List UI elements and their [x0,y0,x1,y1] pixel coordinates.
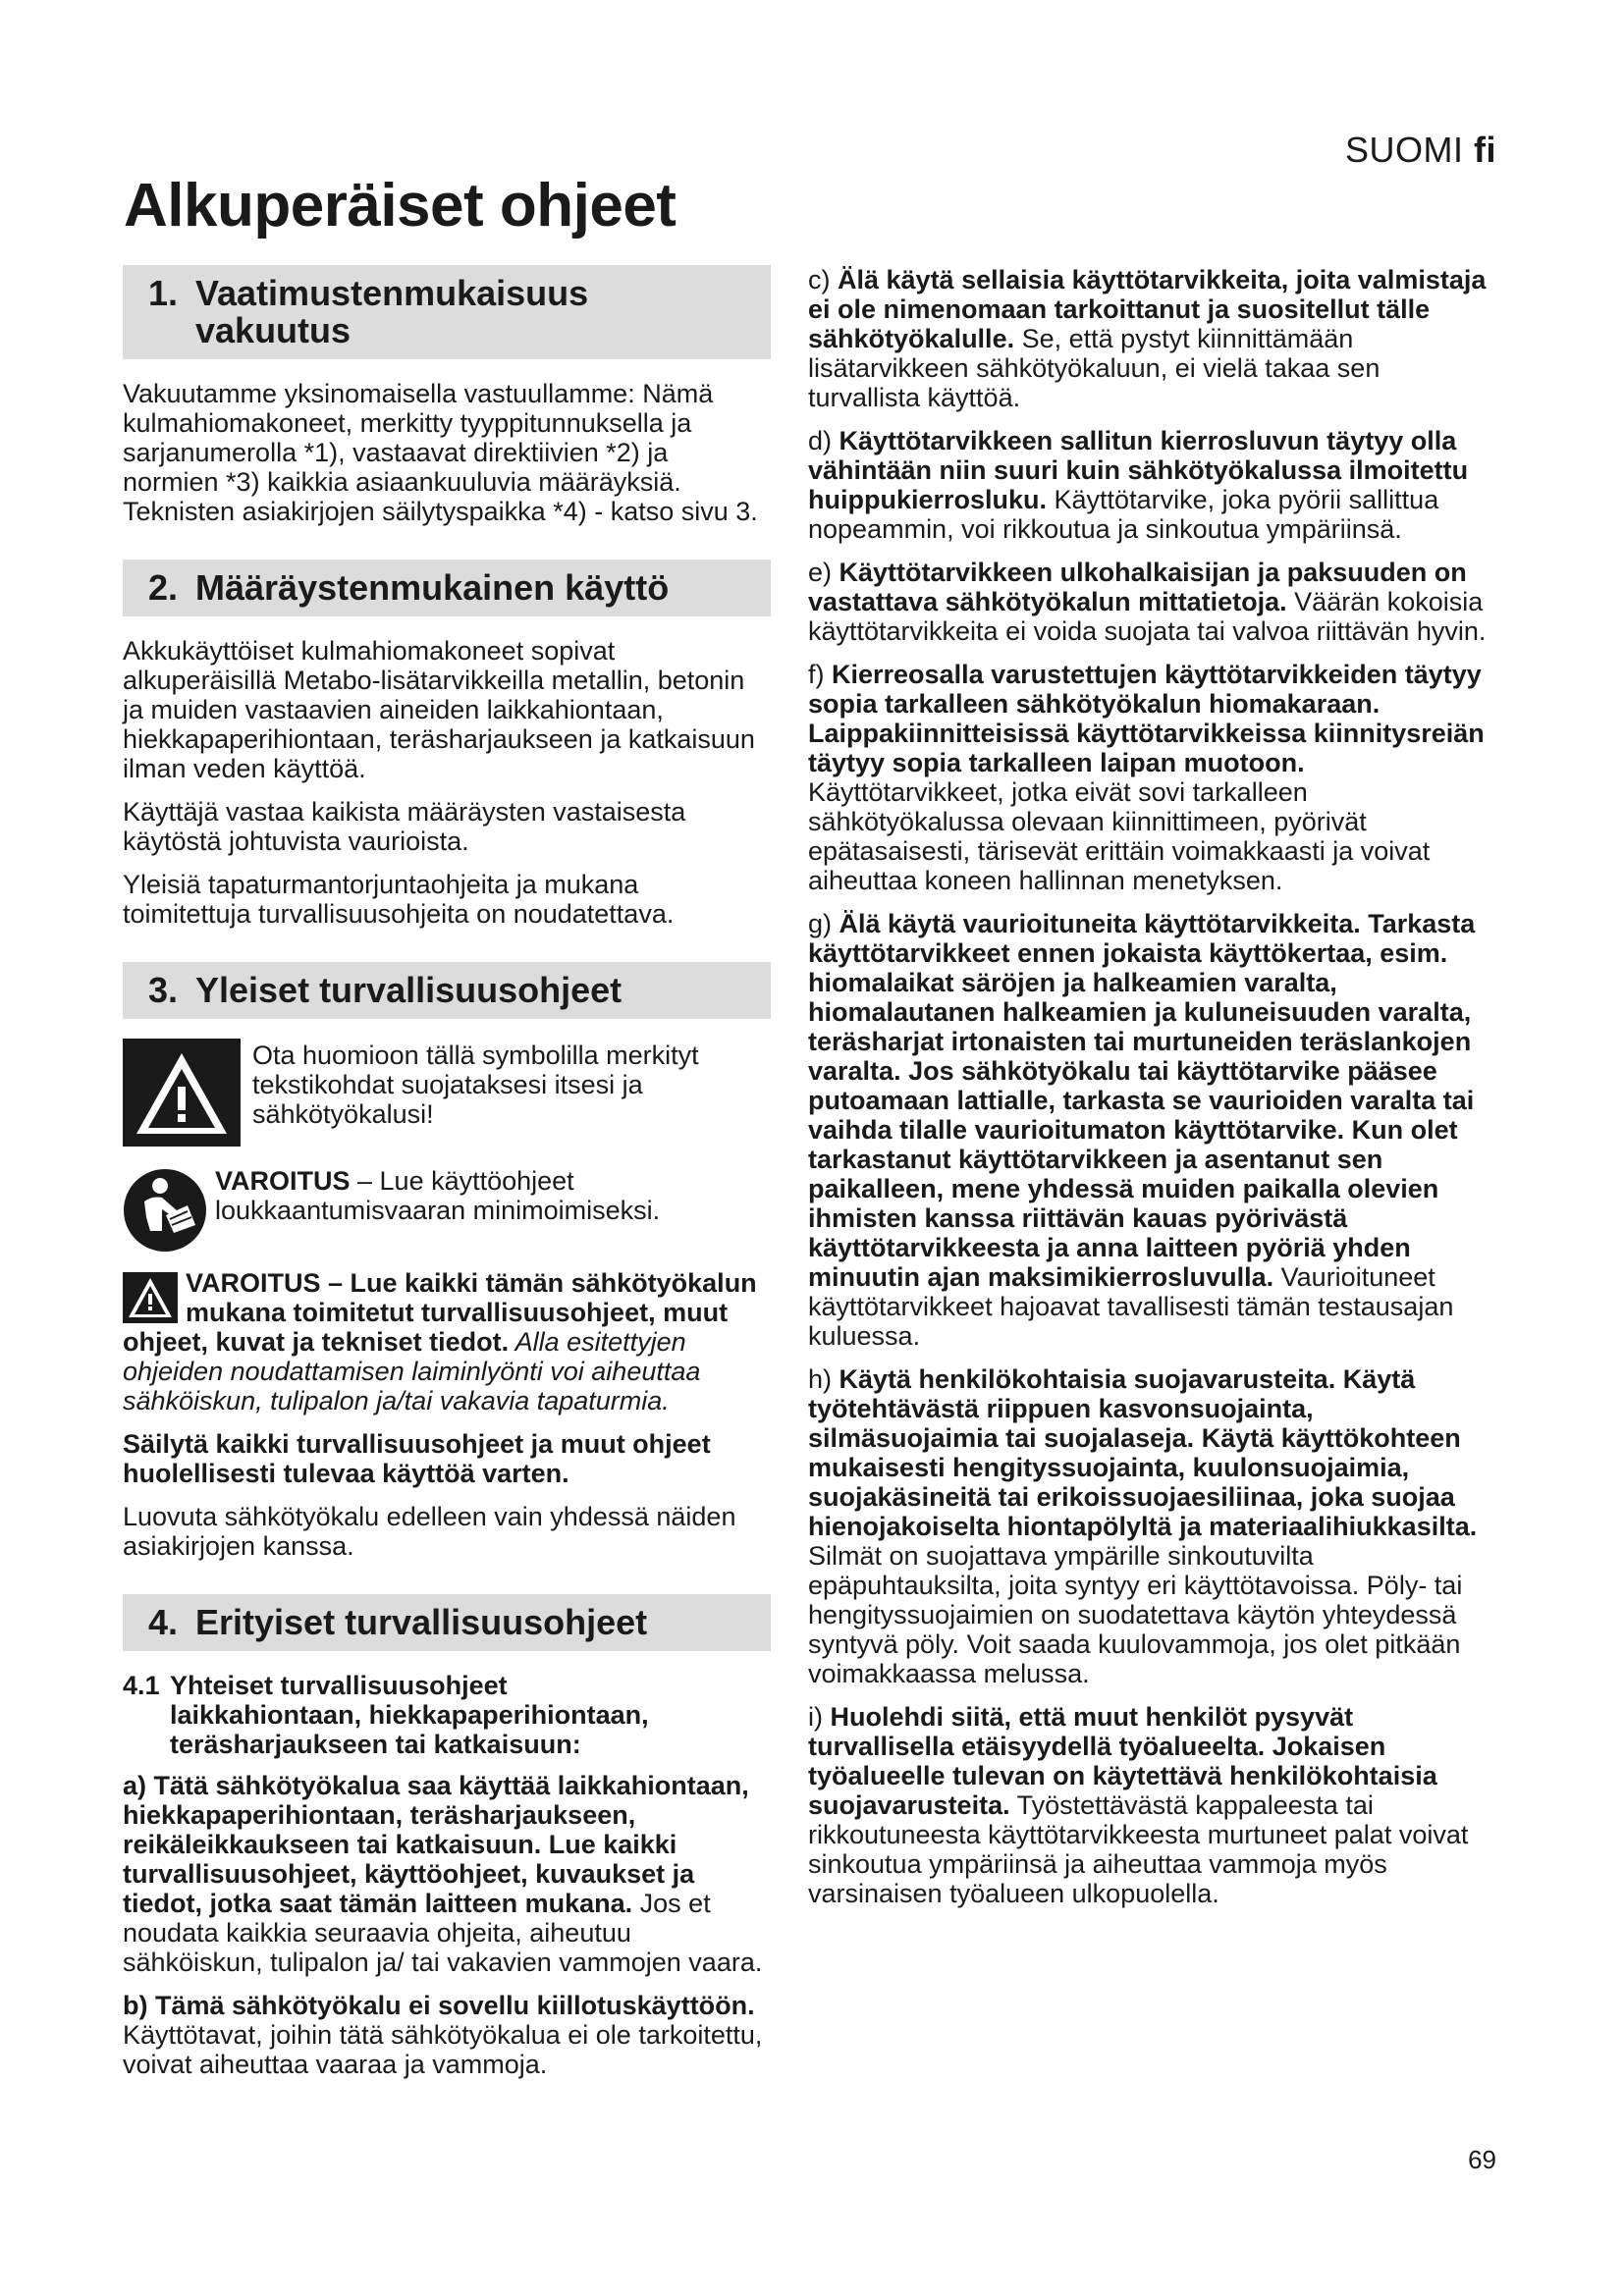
general-warning-bold: VAROITUS – Lue kaikki tämän sähkötyökalun mukana toimitetut turvallisuusohjeet, muut ohjeet, kuvat ja tekniset tiedot. [123,1268,757,1357]
rule-text: Väärän kokoisia käyttötarvikkeita ei voida suojata tai valvoa riittävän hyvin. [808,587,1487,646]
rule-bold: Käyttötarvikkeen ulkohalkaisijan ja paksuuden on vastattava sähkötyökalun mittatietoja. [808,558,1467,616]
subsection-4-1-heading [123,1671,771,1759]
section-1-heading [123,265,771,359]
rule-b-text: Käyttötavat, joihin tätä sähkötyökalua ei ole tarkoitettu, voivat aiheuttaa vaaraa ja vammoja. [123,2020,763,2079]
rule-bold: Huolehdi siitä, että muut henkilöt pysyvät turvallisella etäisyydellä työalueelta. Jokaisen työalueelle tulevan on käytettävä henkilökohtaisia suojavarusteita. [808,1702,1437,1820]
rule-a-text: Jos et noudata kaikkia seuraavia ohjeita, aiheutuu sähköiskun, tulipalon ja/ tai vakavien vammojen vaara. [123,1889,763,1977]
rule-bold: Älä käytä sellaisia käyttötarvikkeita, joita valmistaja ei ole nimenomaan tarkoittanut ja suositellut tälle sähkötyökalulle. [808,265,1487,353]
rule-h: h) Käytä henkilökohtaisia suojavarusteita. Käytä työtehtävästä riippuen kasvonsuojainta, silmäsuojaimia tai suojalaseja. Käytä käyttökohteen mukaisesti hengityssuojainta, kuulonsuojaimia, suojakäsineitä tai erikoissuojaesiliinaa, joka suojaa hienojakoiselta hiontapölyltä ja materiaalihiukkasilta. Silmät on suojattava ympärille sinkoutuvilta epäpuhtauksilta, joita syntyy eri käyttötavoissa. Pöly- tai hengityssuojaimien on suodatettava käytön yhteydessä syntyvä pöly. Voit saada kuulovammoja, jos olet pitkään voimakkaassa melussa. [808,1364,1478,1688]
symbol-note-text: Ota huomioon tällä symbolilla merkityt tekstikohdat suojataksesi itsesi ja sähkötyökalusi! [252,1041,699,1129]
rule-b-bold: b) Tämä sähkötyökalu ei sovellu kiillotuskäyttöön. [123,1991,755,2020]
right-column [808,265,1495,1922]
rule-bold: Käytä henkilökohtaisia suojavarusteita. Käytä työtehtävästä riippuen kasvonsuojainta, silmäsuojaimia tai suojalaseja. Käytä käyttökohteen mukaisesti hengityssuojainta, kuulonsuojaimia, suojakäsineitä tai erikoissuojaesiliinaa, joka suojaa hienojakoiselta hiontapölyltä ja materiaalihiukkasilta. [808,1364,1478,1541]
section-3-heading [123,962,771,1019]
liability-text: Käyttäjä vastaa kaikista määräysten vastaisesta käytöstä johtuvista vaurioista. [123,797,686,856]
section-2-heading [123,560,771,616]
section-number: 4. [148,1602,179,1642]
section-number: 2. [148,567,179,608]
section-title: Määräystenmukainen käyttö [195,567,670,608]
language-code: fi [1474,130,1496,170]
rule-bold: Älä käytä vaurioituneita käyttötarvikkeita. Tarkasta käyttötarvikkeet ennen jokaista käyttökertaa, esim. hiomalaikat säröjen ja halkeamien varalta, hiomalautanen halkeamien ja kuluneisuuden varalta, teräsharjat irtonaisten tai murtuneiden teräslankojen varalta. Jos sähkötyökalu tai käyttötarvike pääsee putoamaan lattialle, tarkasta se vaurioiden varalta tai vaihda tilalle vaurioitumaton käyttötarvike. Kun olet tarkastanut käyttötarvikkeen ja asentanut sen paikalleen, mene yhdessä muiden paikalla olevien ihmisten kanssa riittävän kauas pyörivästä käyttötarvikkeesta ja anna laitteen pyöriä yhden minuutin ajan maksimikierrosluvulla. [808,909,1476,1292]
rule-text: Silmät on suojattava ympärille sinkoutuvilta epäpuhtauksilta, joita syntyy eri käyttötavoissa. Pöly- tai hengityssuojaimien on suodatettava käytön yhteydessä syntyvä pöly. Voit saada kuulovammoja, jos olet pitkään voimakkaassa melussa. [808,1541,1463,1688]
rule-text: Vaurioituneet käyttötarvikkeet hajoavat tavallisesti tämän testausajan kuluessa. [808,1262,1454,1351]
read-manual-warning [123,1162,771,1253]
symbol-note [123,1039,771,1147]
rule-f: f) Kierreosalla varustettujen käyttötarvikkeiden täytyy sopia tarkalleen sähkötyökalun hiomakaraan. Laippakiinnitteisissä käyttötarvikkeissa kiinnitysreiän täytyy sopia tarkalleen laipan muotoon. Käyttötarvikkeet, jotka eivät sovi tarkalleen sähkötyökalussa olevaan kiinnittimeen, pyörivät epätasaisesti, tärisevät erittäin voimakkaasti ja voivat aiheuttaa koneen hallinnan menetyksen. [808,660,1485,895]
section-4-heading [123,1594,771,1651]
rule-bold: Kierreosalla varustettujen käyttötarvikkeiden täytyy sopia tarkalleen sähkötyökalun hiomakaraan. Laippakiinnitteisissä käyttötarvikkeissa kiinnitysreiän täytyy sopia tarkalleen laipan muotoon. [808,660,1485,777]
accident-rules-text: Yleisiä tapaturmantorjuntaohjeita ja mukana toimitettuja turvallisuusohjeita on noudatettava. [123,870,675,929]
rule-i: i) Huolehdi siitä, että muut henkilöt pysyvät turvallisella etäisyydellä työalueelta. Jokaisen työalueelle tulevan on käytettävä henkilökohtaisia suojavarusteita. Työstettävästä kappaleesta tai rikkoutuneesta käyttötarvikkeesta murtuneet palat voivat sinkoutua ympäriinsä ja aiheuttaa vammoja myös varsinaisen työalueen ulkopuolella. [808,1702,1469,1908]
page-number: 69 [1468,2145,1496,2174]
rule-a [123,1771,771,1977]
section-number: 1. [148,273,179,313]
subsection-number: 4.1 [123,1671,160,1700]
rule-g: g) Älä käytä vaurioituneita käyttötarvikkeita. Tarkasta käyttötarvikkeet ennen jokaista käyttökertaa, esim. hiomalaikat säröjen ja halkeamien varalta, hiomalautanen halkeamien ja kuluneisuuden varalta, teräsharjat irtonaisten tai murtuneiden teräslankojen varalta. Jos sähkötyökalu tai käyttötarvike pääsee putoamaan lattialle, tarkasta se vaurioiden varalta tai vaihda tilalle vaurioitumaton käyttötarvike. Kun olet tarkastanut käyttötarvikkeen ja asentanut sen paikalleen, mene yhdessä muiden paikalla olevien ihmisten kanssa riittävän kauas pyörivästä käyttötarvikkeesta ja anna laitteen pyöriä yhden minuutin ajan maksimikierrosluvulla. Vaurioituneet käyttötarvikkeet hajoavat tavallisesti tämän testausajan kuluessa. [808,909,1476,1351]
rule-b [123,1991,771,2079]
subsection-title: Yhteiset turvallisuusohjeet [170,1671,508,1700]
rule-d: d) Käyttötarvikkeen sallitun kierrosluvun täytyy olla vähintään niin suuri kuin sähkötyökalussa ilmoitettu huippukierrosluku. Käyttötarvike, joka pyörii sallittua nopeammin, voi rikkoutua ja sinkoutua ympäriinsä. [808,426,1469,544]
section-title-cont: vakuutus [195,310,352,350]
rule-text: Se, että pystyt kiinnittämään lisätarvikkeen sähkötyökaluun, ei vielä takaa sen turvallista käyttöä. [808,324,1380,412]
page-title: Alkuperäiset ohjeet [124,172,677,240]
section-number: 3. [148,970,179,1010]
read-manual-icon [123,1168,207,1253]
keep-instructions-text: Säilytä kaikki turvallisuusohjeet ja muut ohjeet huolellisesti tulevaa käyttöä varten. [123,1429,711,1488]
warning-triangle-icon [123,1039,241,1147]
section-title: Yleiset turvallisuusohjeet [195,970,623,1010]
section-title: Erityiset turvallisuusohjeet [195,1602,648,1642]
subsection-title-cont: laikkahiontaan, hiekkapaperihiontaan, teräsharjaukseen tai katkaisuun: [170,1700,649,1759]
rule-text: Käyttötarvikkeet, jotka eivät sovi tarkalleen sähkötyökalussa olevaan kiinnittimeen, pyörivät epätasaisesti, tärisevät erittäin voimakkaasti ja voivat aiheuttaa koneen hallinnan menetyksen. [808,777,1431,895]
language-name: SUOMI [1344,130,1464,170]
warning-text: – Lue käyttöohjeet loukkaantumisvaaran minimoimiseksi. [215,1166,661,1225]
rule-text: Käyttötarvike, joka pyörii sallittua nopeammin, voi rikkoutua ja sinkoutua ympäriinsä. [808,485,1439,544]
warning-label: VAROITUS [215,1166,351,1196]
rule-bold: Käyttötarvikkeen sallitun kierrosluvun täytyy olla vähintään niin suuri kuin sähkötyökalussa ilmoitettu huippukierrosluku. [808,426,1469,514]
warning-triangle-small-icon [123,1272,178,1323]
rule-e: e) Käyttötarvikkeen ulkohalkaisijan ja paksuuden on vastattava sähkötyökalun mittatietoja. Väärän kokoisia käyttötarvikkeita ei voida suojata tai valvoa riittävän hyvin. [808,558,1487,646]
language-label [1345,130,1496,171]
section-title: Vaatimustenmukaisuus [195,273,589,313]
pass-on-text: Luovuta sähkötyökalu edelleen vain yhdessä näiden asiakirjojen kanssa. [123,1502,736,1561]
general-warning [123,1268,771,1415]
rule-text: Työstettävästä kappaleesta tai rikkoutuneesta käyttötarvikkeesta murtuneet palat voivat sinkoutua ympäriinsä ja aiheuttaa vammoja myös varsinaisen työalueen ulkopuolella. [808,1790,1469,1908]
left-column [123,265,771,2093]
rule-a-bold: a) Tätä sähkötyökalua saa käyttää laikkahiontaan, hiekkapaperihiontaan, teräsharjaukseen, reikäleikkaukseen tai katkaisuun. Lue kaikki turvallisuusohjeet, käyttöohjeet, kuvaukset ja tiedot, jotka saat tämän laitteen mukana. [123,1771,749,1918]
declaration-text: Vakuutamme yksinomaisella vastuullamme: Nämä kulmahiomakoneet, merkitty tyyppitunnuksella ja sarjanumerolla *1), vastaavat direktiivien *2) ja normien *3) kaikkia asiaankuuluvia määräyksiä. Teknisten asiakirjojen säilytyspaikka *4) - katso sivu 3. [123,379,758,526]
rule-c: c) Älä käytä sellaisia käyttötarvikkeita, joita valmistaja ei ole nimenomaan tarkoittanut ja suositellut tälle sähkötyökalulle. Se, että pystyt kiinnittämään lisätarvikkeen sähkötyökaluun, ei vielä takaa sen turvallista käyttöä. [808,265,1487,412]
general-warning-italic: Alla esitettyjen ohjeiden noudattamisen laiminlyönti voi aiheuttaa sähköiskun, tulipalon ja/tai vakavia tapaturmia. [123,1327,701,1415]
intended-use-text: Akkukäyttöiset kulmahiomakoneet sopivat alkuperäisillä Metabo-lisätarvikkeilla metallin, betonin ja muiden vastaavien aineiden laikkahiontaan, hiekkapaperihiontaan, teräsharjaukseen ja katkaisuun ilman veden käyttöä. [123,636,755,783]
read-manual-text [215,1162,771,1253]
